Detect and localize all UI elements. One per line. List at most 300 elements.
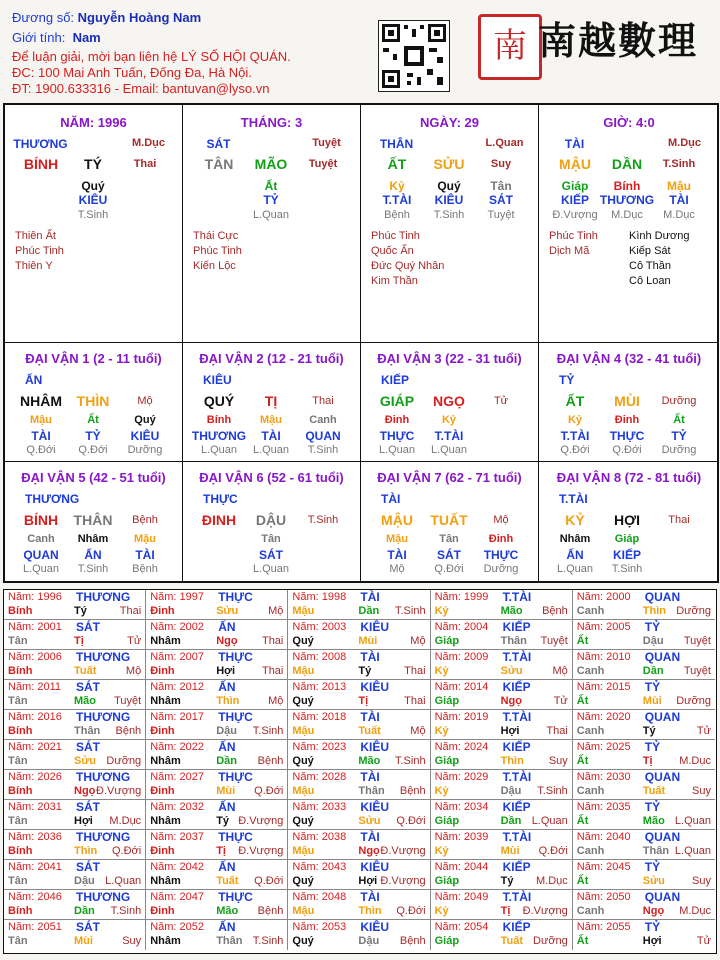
year-stage: T.Sinh	[537, 785, 568, 797]
year-cell[interactable]	[4, 860, 146, 890]
year-stem: Kỷ	[434, 845, 449, 857]
year-stage: Đ.Vượng	[522, 905, 568, 917]
year-cell[interactable]	[4, 740, 146, 770]
year-label: Năm: 2021	[8, 741, 62, 753]
pillar-hidden-r4: TÀI	[669, 193, 689, 207]
year-god: THỰC	[218, 830, 253, 844]
year-label: Năm: 2034	[434, 801, 489, 813]
year-label: Năm: 2039	[434, 831, 489, 843]
dai-van-stage: T.Sinh	[611, 563, 643, 575]
year-stage: Mộ	[552, 665, 568, 677]
year-cell[interactable]	[146, 770, 288, 800]
year-god: KIẾP	[502, 920, 531, 934]
year-stage: Bệnh	[542, 605, 568, 617]
year-cell[interactable]	[4, 830, 146, 860]
year-label: Năm: 2033	[292, 801, 347, 813]
year-cell[interactable]	[4, 590, 146, 620]
dai-van-stage: L.Quan	[556, 563, 594, 575]
year-cell[interactable]	[146, 800, 288, 830]
pillar-cell[interactable]	[5, 105, 183, 343]
dai-van-cell[interactable]	[183, 343, 361, 462]
year-cell[interactable]	[431, 710, 573, 740]
owner-label: Đương số:	[12, 10, 75, 25]
dai-van-hidden-stem: Đinh	[384, 414, 410, 426]
year-stem: Nhâm	[150, 935, 181, 947]
year-label: Năm: 2049	[434, 891, 489, 903]
pillar-stem-branch: SỬU	[433, 156, 465, 172]
dai-van-hidden-stem: Mậu	[386, 533, 408, 545]
year-god: SÁT	[76, 860, 100, 874]
year-stage: T.Sinh	[252, 725, 284, 737]
year-branch: Mão	[358, 755, 381, 767]
year-stem: Canh	[576, 725, 605, 737]
year-branch: Dậu	[74, 875, 95, 887]
pillar-star: Cô Loan	[629, 275, 671, 287]
year-cell[interactable]	[431, 650, 573, 680]
year-god: KIẾP	[502, 620, 531, 634]
year-god: KIÊU	[360, 620, 390, 634]
year-stem: Giáp	[434, 815, 460, 827]
year-cell[interactable]	[573, 890, 715, 920]
pillar-star: Kiếp Sát	[629, 245, 671, 257]
dai-van-cell[interactable]	[5, 462, 183, 581]
year-cell[interactable]	[573, 920, 715, 950]
year-branch: Tuất	[642, 785, 666, 797]
pillar-hidden-r4: SÁT	[489, 193, 513, 207]
dai-van-stem-branch: Bệnh	[132, 514, 158, 526]
year-god: KIÊU	[360, 800, 390, 814]
year-stem: Đinh	[150, 845, 175, 857]
dai-van-stage: Q.Đới	[560, 444, 590, 456]
year-stem: Giáp	[434, 935, 460, 947]
year-label: Năm: 2029	[434, 771, 489, 783]
pillar-hidden-r3: Tân	[490, 179, 512, 193]
pillar-star: Kim Thần	[371, 275, 418, 287]
year-branch: Mão	[216, 905, 239, 917]
dai-van-title: ĐẠI VẬN 3 (22 - 31 tuổi)	[377, 351, 522, 366]
year-branch: Tuất	[358, 725, 381, 737]
pillar-stage: Tuyệt	[312, 137, 341, 149]
year-stage: Bệnh	[257, 755, 284, 767]
dai-van-hidden-god: TỶ	[85, 429, 101, 443]
pillar-hidden-r4: KIÊU	[434, 193, 464, 207]
pillar-hidden-r3: Ất	[264, 179, 278, 193]
year-stem: Mậu	[292, 905, 315, 917]
year-god: KIẾP	[502, 740, 531, 754]
year-cell[interactable]	[288, 920, 430, 950]
year-cell[interactable]	[431, 920, 573, 950]
year-label: Năm: 2009	[434, 651, 489, 663]
year-label: Năm: 2051	[8, 921, 62, 933]
year-cell[interactable]	[146, 620, 288, 650]
year-branch: Sửu	[216, 605, 239, 617]
pillar-hidden-r3: Bính	[613, 179, 641, 193]
year-stage: Mộ	[268, 605, 284, 617]
year-cell[interactable]	[431, 680, 573, 710]
year-god: ẤN	[218, 740, 236, 754]
pillar-hidden-r4: KIẾP	[560, 193, 589, 207]
year-cell[interactable]	[573, 650, 715, 680]
year-stage: Q.Đới	[396, 815, 426, 827]
year-cell[interactable]	[573, 590, 715, 620]
year-god: THỰC	[218, 650, 253, 664]
year-stem: Quý	[292, 815, 314, 827]
year-cell[interactable]	[288, 800, 430, 830]
year-cell[interactable]	[146, 650, 288, 680]
year-cell[interactable]	[146, 710, 288, 740]
dai-van-stage: Q.Đới	[434, 563, 464, 575]
pillar-hidden-r5: Bệnh	[384, 209, 410, 221]
year-branch: Tuất	[74, 665, 97, 677]
year-god: TÀI	[360, 890, 380, 904]
year-god: TÀI	[360, 830, 380, 844]
year-stage: Đ.Vượng	[238, 815, 284, 827]
year-god: THỰC	[218, 590, 253, 604]
year-stem: Ất	[576, 935, 589, 947]
year-stem: Giáp	[434, 755, 460, 767]
year-branch: Tị	[358, 695, 369, 707]
pillar-hidden-r5: T.Sinh	[433, 209, 465, 221]
year-cell[interactable]	[573, 770, 715, 800]
year-god: TÀI	[360, 590, 380, 604]
year-branch: Tị	[216, 845, 226, 857]
year-branch: Ngọ	[500, 695, 522, 707]
year-cell[interactable]	[431, 770, 573, 800]
pillar-cell[interactable]	[183, 105, 361, 343]
year-label: Năm: 2030	[576, 771, 631, 783]
year-label: Năm: 2020	[576, 711, 631, 723]
dai-van-stage: Q.Đới	[78, 444, 108, 456]
year-god: QUAN	[644, 830, 681, 844]
year-label: Năm: 2005	[576, 621, 631, 633]
year-cell[interactable]	[288, 710, 430, 740]
pillar-stem-branch: MẬU	[559, 156, 591, 172]
dai-van-title: ĐẠI VẬN 8 (72 - 81 tuổi)	[556, 470, 702, 485]
year-label: Năm: 2042	[150, 861, 204, 873]
year-label: Năm: 2037	[150, 831, 204, 843]
dai-van-hidden-god: TÀI	[387, 548, 407, 562]
year-cell[interactable]	[4, 650, 146, 680]
year-stem: Nhâm	[150, 875, 181, 887]
pillar-star: Kiến Lộc	[193, 260, 236, 272]
dai-van-hidden-stem: Nhâm	[559, 533, 591, 545]
year-god: T.TÀI	[502, 710, 532, 724]
dai-van-stage: Dưỡng	[661, 444, 697, 456]
dai-van-stage: L.Quan	[252, 444, 290, 456]
year-stage: L.Quan	[674, 815, 711, 827]
year-branch: Mùi	[358, 635, 378, 647]
dai-van-stage: Mộ	[389, 563, 405, 575]
dai-van-god: ẤN	[25, 373, 43, 387]
dai-van-stem-branch: HỢI	[614, 512, 640, 528]
year-stage: Đ.Vượng	[238, 845, 284, 857]
year-god: THƯƠNG	[76, 650, 131, 664]
year-branch: Tý	[642, 725, 656, 737]
year-label: Năm: 1998	[292, 591, 347, 603]
pillar-cell[interactable]	[361, 105, 539, 343]
year-label: Năm: 2022	[150, 741, 204, 753]
year-stem: Canh	[576, 605, 605, 617]
dai-van-stem-branch: THÌN	[76, 393, 110, 409]
year-label: Năm: 2054	[434, 921, 489, 933]
year-stage: Dưỡng	[533, 935, 568, 947]
dai-van-hidden-stem: Kỷ	[567, 414, 583, 426]
dai-van-stem-branch: TUẤT	[430, 512, 468, 528]
dai-van-god: KIẾP	[381, 373, 410, 387]
year-label: Năm: 2026	[8, 771, 62, 783]
year-stem: Kỷ	[434, 785, 449, 797]
year-branch: Thân	[74, 725, 101, 737]
year-label: Năm: 2007	[150, 651, 204, 663]
year-branch: Mão	[500, 605, 523, 617]
year-branch: Tị	[74, 635, 84, 647]
dai-van-hidden-god: THƯƠNG	[191, 429, 247, 443]
pillar-cell[interactable]	[539, 105, 719, 343]
year-cell[interactable]	[288, 770, 430, 800]
year-cell[interactable]	[4, 800, 146, 830]
year-stage: Tử	[696, 935, 711, 947]
year-label: Năm: 2038	[292, 831, 347, 843]
year-branch: Mão	[642, 815, 665, 827]
year-god: TÀI	[360, 650, 380, 664]
year-cell[interactable]	[4, 920, 146, 950]
year-stage: Thai	[261, 665, 284, 677]
year-god: THỰC	[218, 710, 253, 724]
year-stage: Mộ	[125, 665, 142, 677]
year-cell[interactable]	[146, 890, 288, 920]
year-cell[interactable]	[431, 830, 573, 860]
dai-van-hidden-stem: Mậu	[260, 414, 282, 426]
dai-van-hidden-god: ẤN	[84, 548, 102, 562]
year-stem: Nhâm	[150, 755, 181, 767]
year-god: T.TÀI	[502, 650, 532, 664]
dai-van-stem-branch: Tử	[493, 395, 509, 407]
dai-van-hidden-god: TÀI	[261, 429, 281, 443]
dai-van-hidden-god: QUAN	[305, 429, 341, 443]
year-stem: Bính	[8, 905, 33, 917]
dai-van-cell[interactable]	[539, 462, 719, 581]
dai-van-stem-branch: TỊ	[264, 393, 278, 409]
year-label: Năm: 2050	[576, 891, 631, 903]
year-branch: Thìn	[358, 905, 382, 917]
year-cell[interactable]	[573, 800, 715, 830]
year-label: Năm: 2024	[434, 741, 489, 753]
year-cell[interactable]	[431, 800, 573, 830]
year-branch: Mùi	[74, 935, 93, 947]
year-cell[interactable]	[431, 590, 573, 620]
year-god: T.TÀI	[502, 770, 532, 784]
pillar-stem-branch: TÂN	[204, 156, 234, 172]
brand-logo: 南越數理	[538, 18, 699, 63]
pillar-star: Quốc Ấn	[371, 245, 414, 257]
year-stem: Ất	[576, 815, 589, 827]
year-stage: Bệnh	[399, 935, 426, 947]
dai-van-hidden-stem: Canh	[309, 414, 337, 426]
year-god: T.TÀI	[502, 830, 532, 844]
year-branch: Tị	[500, 905, 511, 917]
year-label: Năm: 2055	[576, 921, 631, 933]
dai-van-hidden-stem: Tân	[439, 533, 459, 545]
year-stem: Bính	[8, 665, 33, 677]
year-cell[interactable]	[573, 740, 715, 770]
pillar-star: Phúc Tinh	[371, 230, 420, 242]
dai-van-stage: L.Quan	[22, 563, 60, 575]
year-cell[interactable]	[146, 920, 288, 950]
year-branch: Ngọ	[74, 785, 96, 797]
dai-van-title: ĐẠI VẬN 1 (2 - 11 tuổi)	[25, 351, 162, 366]
year-stem: Tân	[8, 815, 28, 827]
year-cell[interactable]	[288, 620, 430, 650]
year-stage: L.Quan	[105, 875, 142, 887]
year-god: THƯƠNG	[76, 830, 131, 844]
year-cell[interactable]	[146, 590, 288, 620]
year-god: THƯƠNG	[76, 890, 131, 904]
dai-van-stage: T.Sinh	[77, 563, 109, 575]
year-stem: Kỷ	[434, 665, 449, 677]
dai-van-stem-branch: ĐINH	[201, 512, 237, 528]
dai-van-hidden-god: THỰC	[609, 429, 645, 443]
year-stage: Tuyệt	[683, 635, 711, 647]
pillar-star: Thiên Ất	[15, 230, 56, 242]
dai-van-hidden-god: T.TÀI	[560, 429, 590, 443]
pillar-hidden-r4: T.TÀI	[382, 193, 412, 207]
dai-van-stage: Q.Đới	[612, 444, 642, 456]
year-stage: Bệnh	[115, 725, 142, 737]
pillar-heaven-god: SÁT	[206, 137, 231, 151]
dai-van-hidden-stem: Ất	[87, 414, 99, 426]
owner-line	[12, 10, 201, 26]
year-cell[interactable]	[573, 860, 715, 890]
year-god: SÁT	[76, 620, 100, 634]
year-cell[interactable]	[431, 620, 573, 650]
dai-van-cell[interactable]	[539, 343, 719, 462]
dai-van-cell[interactable]	[183, 462, 361, 581]
dai-van-hidden-stem: Ất	[673, 414, 685, 426]
year-god: THƯƠNG	[76, 710, 131, 724]
year-cell[interactable]	[4, 710, 146, 740]
year-branch: Tý	[500, 875, 514, 887]
year-cell[interactable]	[146, 860, 288, 890]
year-cell[interactable]	[4, 770, 146, 800]
year-label: Năm: 2010	[576, 651, 631, 663]
dai-van-stem-branch: Thai	[668, 514, 690, 526]
year-stage: Suy	[122, 935, 142, 947]
year-stage: Suy	[548, 755, 568, 767]
year-stage: Q.Đới	[538, 845, 568, 857]
year-stage: Bệnh	[399, 785, 426, 797]
dai-van-god: TÀI	[381, 492, 401, 506]
year-cell[interactable]	[431, 860, 573, 890]
year-cell[interactable]	[146, 830, 288, 860]
year-stage: L.Quan	[531, 815, 568, 827]
dai-van-hidden-god: TÀI	[31, 429, 51, 443]
year-branch: Hợi	[642, 935, 662, 947]
year-god: TỶ	[644, 920, 661, 934]
year-god: T.TÀI	[502, 890, 532, 904]
year-cell[interactable]	[573, 830, 715, 860]
year-cell[interactable]	[573, 710, 715, 740]
dai-van-hidden-god: T.TÀI	[434, 429, 464, 443]
gender-label: Giới tính:	[12, 30, 66, 45]
year-cell[interactable]	[146, 680, 288, 710]
year-cell[interactable]	[288, 740, 430, 770]
year-cell[interactable]	[288, 890, 430, 920]
pillar-stem-branch: BÍNH	[23, 156, 59, 172]
year-stem: Mậu	[292, 605, 315, 617]
year-branch: Dậu	[358, 935, 380, 947]
dai-van-hidden-stem: Mậu	[134, 533, 156, 545]
year-label: Năm: 2041	[8, 861, 62, 873]
year-god: TỶ	[644, 740, 661, 754]
year-branch: Thìn	[642, 605, 667, 617]
year-cell[interactable]	[288, 590, 430, 620]
year-stem: Đinh	[150, 905, 175, 917]
year-cell[interactable]	[431, 890, 573, 920]
year-cell[interactable]	[288, 860, 430, 890]
dai-van-title: ĐẠI VẬN 7 (62 - 71 tuổi)	[377, 470, 522, 485]
year-cell[interactable]	[4, 890, 146, 920]
year-cell[interactable]	[573, 620, 715, 650]
pillar-star: Phúc Tinh	[193, 245, 242, 257]
pillar-title: NĂM: 1996	[60, 115, 127, 130]
year-stage: L.Quan	[674, 845, 711, 857]
pillar-title: GIỜ: 4:0	[603, 115, 655, 130]
year-branch: Ngọ	[358, 845, 380, 857]
pillar-hidden-r4: TỶ	[263, 193, 279, 207]
year-cell[interactable]	[4, 680, 146, 710]
dai-van-hidden-stem: Mậu	[30, 414, 52, 426]
gender-value: Nam	[72, 30, 101, 45]
year-cell[interactable]	[146, 740, 288, 770]
year-cell[interactable]	[431, 740, 573, 770]
year-label: Năm: 2023	[292, 741, 347, 753]
year-stage: Dưỡng	[676, 605, 711, 617]
year-cell[interactable]	[573, 680, 715, 710]
year-branch: Hợi	[216, 665, 236, 677]
year-stage: Bệnh	[257, 905, 284, 917]
pillar-hidden-r5: Đ.Vượng	[552, 209, 598, 221]
year-cell[interactable]	[288, 650, 430, 680]
year-stem: Canh	[576, 785, 605, 797]
pillar-hidden-r3: Mậu	[667, 179, 691, 193]
year-cell[interactable]	[288, 680, 430, 710]
dai-van-stem-branch: BÍNH	[23, 512, 59, 528]
year-branch: Tý	[74, 605, 87, 617]
pillar-stem-branch: T.Sinh	[662, 158, 696, 170]
year-branch: Sửu	[500, 665, 523, 677]
year-cell[interactable]	[288, 830, 430, 860]
pillar-star: Cô Thần	[629, 260, 671, 272]
chart-grid	[3, 103, 719, 583]
qr-code[interactable]	[378, 20, 450, 92]
year-stem: Quý	[292, 695, 314, 707]
year-stem: Quý	[292, 875, 314, 887]
year-cell[interactable]	[4, 620, 146, 650]
year-god: KIẾP	[502, 800, 531, 814]
dai-van-cell[interactable]	[361, 462, 539, 581]
dai-van-stem-branch: NHÂM	[20, 393, 62, 409]
dai-van-cell[interactable]	[5, 343, 183, 462]
pillar-hidden-r3: Quý	[81, 179, 105, 193]
pillar-stage: M.Dục	[668, 137, 701, 149]
dai-van-stage: L.Quan	[430, 444, 468, 456]
dai-van-cell[interactable]	[361, 343, 539, 462]
year-stem: Đinh	[150, 785, 175, 797]
pillar-heaven-god: THÂN	[379, 137, 414, 151]
year-stage: T.Sinh	[395, 605, 426, 617]
year-label: Năm: 2031	[8, 801, 62, 813]
year-label: Năm: 1997	[150, 591, 204, 603]
